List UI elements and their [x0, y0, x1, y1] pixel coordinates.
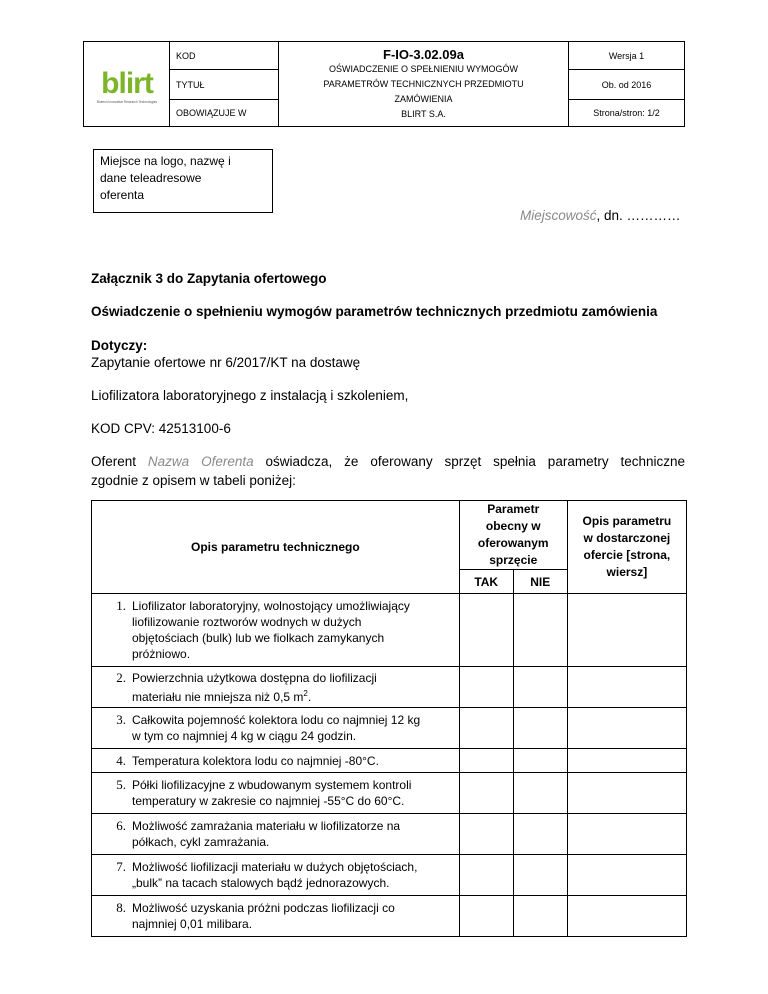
row-number: 7.	[116, 859, 126, 874]
place-placeholder: Miejscowość	[520, 208, 597, 223]
parameter-text	[132, 598, 452, 662]
parameter-description	[92, 667, 460, 708]
parameter-text-line	[132, 777, 452, 793]
label-tytul: TYTUŁ	[170, 70, 279, 100]
param-header-line-3: oferowanym	[477, 536, 549, 550]
tak-cell[interactable]	[459, 855, 513, 896]
header-title-block	[279, 42, 569, 127]
parameter-text-fragment: próżniowo.	[132, 647, 191, 661]
tak-cell[interactable]	[459, 896, 513, 937]
place-date	[520, 208, 681, 223]
declaration-line-2: zgodnie z opisem w tabeli poniżej:	[91, 473, 296, 488]
parameter-text	[132, 859, 452, 891]
tak-cell[interactable]	[459, 708, 513, 749]
parameter-text-fragment: Temperatura kolektora lodu co najmniej -80°C.	[132, 753, 379, 768]
parameter-description	[92, 773, 460, 814]
table-row	[92, 594, 687, 667]
parameter-text	[132, 753, 452, 769]
table-row	[92, 814, 687, 855]
col-nie-header: NIE	[513, 570, 567, 594]
page-number: Strona/stron: 1/2	[569, 100, 685, 127]
offer-reference-cell[interactable]	[567, 814, 686, 855]
parameter-text-fragment: półkach, cykl zamrażania.	[132, 835, 270, 849]
title-line-2: PARAMETRÓW TECHNICZNYCH PRZEDMIOTU	[323, 78, 524, 89]
parameter-text-line	[132, 793, 452, 809]
parameter-text-line	[132, 614, 452, 630]
parameter-text-line	[132, 598, 452, 614]
tak-cell[interactable]	[459, 749, 513, 773]
cpv-code: KOD CPV: 42513100-6	[91, 421, 231, 436]
offerer-name-placeholder: Nazwa Oferenta	[147, 454, 254, 469]
statement-title: Oświadczenie o spełnieniu wymogów parametrów technicznych przedmiotu zamówienia	[91, 304, 658, 319]
company-name: BLIRT S.A.	[401, 108, 446, 119]
param-header-line-1: Parametr	[487, 502, 540, 516]
parameter-text-fragment: Możliwość liofilizacji materiału w dużych objętościach,	[132, 860, 418, 874]
logo-tagline: Biotech Innovation Research Technologies	[96, 100, 157, 104]
parameter-text-line	[132, 900, 452, 916]
tak-cell[interactable]	[459, 667, 513, 708]
row-number: 5.	[116, 777, 126, 792]
param-header-line-4: sprzęcie	[489, 553, 538, 567]
parameter-description	[92, 855, 460, 896]
logo-wordmark: blirt	[100, 67, 153, 100]
superscript: 2	[303, 688, 308, 698]
opis-header-line-1: Opis parametru	[582, 514, 672, 528]
parameter-text-fragment: Powierzchnia użytkowa dostępna do liofilizacji	[132, 670, 377, 685]
opis-header-line-3: ofercie [strona,	[583, 548, 671, 562]
tak-cell[interactable]	[459, 594, 513, 667]
parameter-text	[132, 777, 452, 809]
row-number: 6.	[116, 818, 126, 833]
nie-cell[interactable]	[513, 855, 567, 896]
parameter-description	[92, 814, 460, 855]
table-row	[92, 708, 687, 749]
parameter-text-fragment: liofilizowanie roztworów wodnych w dużych	[132, 615, 362, 629]
parameter-text-fragment: objętościach (bulk) lub we fiolkach zamykanych	[132, 631, 385, 645]
col-offer-reference-header	[567, 501, 686, 594]
date-placeholder: , dn. …………	[596, 208, 681, 223]
parameter-text-fragment: temperatury w zakresie co najmniej -55°C do 60°C.	[132, 794, 405, 808]
row-number: 8.	[116, 900, 126, 915]
param-header-line-2: obecny w	[485, 519, 541, 533]
offerer-box-line-3: oferenta	[100, 188, 145, 202]
offerer-box-line-1: Miejsce na logo, nazwę i	[100, 154, 231, 168]
table-row	[92, 749, 687, 773]
parameter-text-fragment: Możliwość zamrażania materiału w liofilizatorze na	[132, 819, 401, 833]
table-row	[92, 855, 687, 896]
parameter-text	[132, 818, 452, 850]
parameter-text-fragment: Półki liofilizacyjne z wbudowanym systemem kontroli	[132, 778, 412, 792]
version: Wersja 1	[569, 42, 685, 70]
offer-reference-cell[interactable]	[567, 594, 686, 667]
parameter-text-fragment: w tym co najmniej 4 kg w ciągu 24 godzin.	[132, 729, 357, 743]
parameter-text-line	[132, 875, 452, 891]
parameter-description	[92, 708, 460, 749]
valid-from: Ob. od 2016	[569, 70, 685, 100]
title-line-1: OŚWIADCZENIE O SPEŁNIENIU WYMOGÓW	[328, 63, 518, 74]
parameter-text-fragment: Możliwość uzyskania próżni podczas liofilizacji co	[132, 901, 395, 915]
parameter-text-line	[132, 670, 452, 686]
nie-cell[interactable]	[513, 896, 567, 937]
parameter-text-fragment: najmniej 0,01 milibara.	[132, 917, 253, 931]
offer-reference-cell[interactable]	[567, 708, 686, 749]
inquiry-reference: Zapytanie ofertowe nr 6/2017/KT na dostawę	[91, 355, 361, 370]
nie-cell[interactable]	[513, 667, 567, 708]
row-number: 1.	[116, 598, 126, 613]
document-code: F-IO-3.02.09a	[383, 46, 464, 62]
offer-reference-cell[interactable]	[567, 667, 686, 708]
offer-reference-cell[interactable]	[567, 749, 686, 773]
col-param-present-header	[459, 501, 567, 570]
parameter-text-line	[132, 686, 452, 705]
row-number: 2.	[116, 669, 126, 685]
tak-cell[interactable]	[459, 773, 513, 814]
col-description-header: Opis parametru technicznego	[92, 501, 460, 594]
nie-cell[interactable]	[513, 708, 567, 749]
declaration-line-1	[91, 452, 685, 471]
parameter-text-fragment: Liofilizator laboratoryjny, wolnostojący umożliwiający	[132, 599, 410, 613]
offer-reference-cell[interactable]	[567, 896, 686, 937]
parameter-text	[132, 900, 452, 932]
parameter-description	[92, 749, 460, 773]
concerns-label: Dotyczy:	[91, 338, 148, 353]
tak-cell[interactable]	[459, 814, 513, 855]
nie-cell[interactable]	[513, 773, 567, 814]
order-subject: Liofilizatora laboratoryjnego z instalacją i szkoleniem,	[91, 388, 409, 403]
declaration-prefix: Oferent	[91, 454, 148, 469]
parameter-text-line	[132, 646, 452, 662]
nie-cell[interactable]	[513, 814, 567, 855]
logo-cell	[84, 42, 170, 127]
parameter-text-line	[132, 834, 452, 850]
declaration-rest: oświadcza, że oferowany sprzęt spełnia parametry techniczne	[253, 454, 686, 469]
parameters-table	[91, 500, 687, 937]
parameter-text-line	[132, 753, 452, 769]
nie-cell[interactable]	[513, 594, 567, 667]
parameter-text-line	[132, 916, 452, 932]
parameter-text-line	[132, 818, 452, 834]
parameter-text-line	[132, 712, 452, 728]
opis-header-line-2: w dostarczonej	[583, 531, 671, 545]
offerer-logo-placeholder	[93, 149, 273, 213]
table-row	[92, 773, 687, 814]
parameter-description	[92, 896, 460, 937]
row-number: 3.	[116, 712, 126, 727]
offer-reference-cell[interactable]	[567, 773, 686, 814]
table-row	[92, 896, 687, 937]
parameter-text-fragment: „bulk” na tacach stalowych bądź jednorazowych.	[132, 876, 390, 890]
parameter-text-line	[132, 630, 452, 646]
parameter-text	[132, 712, 452, 744]
table-row	[92, 667, 687, 708]
opis-header-line-4: wiersz]	[606, 565, 648, 579]
parameter-text-line	[132, 728, 452, 744]
parameter-description	[92, 594, 460, 667]
row-number: 4.	[116, 752, 126, 768]
parameter-text-line	[132, 859, 452, 875]
document-header	[83, 41, 685, 127]
attachment-title: Załącznik 3 do Zapytania ofertowego	[91, 271, 327, 286]
parameter-text-fragment: materiału nie mniejsza niż 0,5 m	[132, 689, 304, 704]
offerer-box-line-2: dane teleadresowe	[100, 171, 202, 185]
label-obowiazuje: OBOWIĄZUJE W	[170, 100, 279, 127]
title-line-3: ZAMÓWIENIA	[394, 93, 453, 104]
parameter-text-fragment: Całkowita pojemność kolektora lodu co najmniej 12 kg	[132, 713, 421, 727]
blirt-logo	[92, 59, 162, 107]
parameter-text-tail: .	[307, 689, 312, 704]
nie-cell[interactable]	[513, 749, 567, 773]
offer-reference-cell[interactable]	[567, 855, 686, 896]
col-tak-header: TAK	[459, 570, 513, 594]
label-kod: KOD	[170, 42, 279, 70]
parameter-text	[132, 670, 452, 705]
